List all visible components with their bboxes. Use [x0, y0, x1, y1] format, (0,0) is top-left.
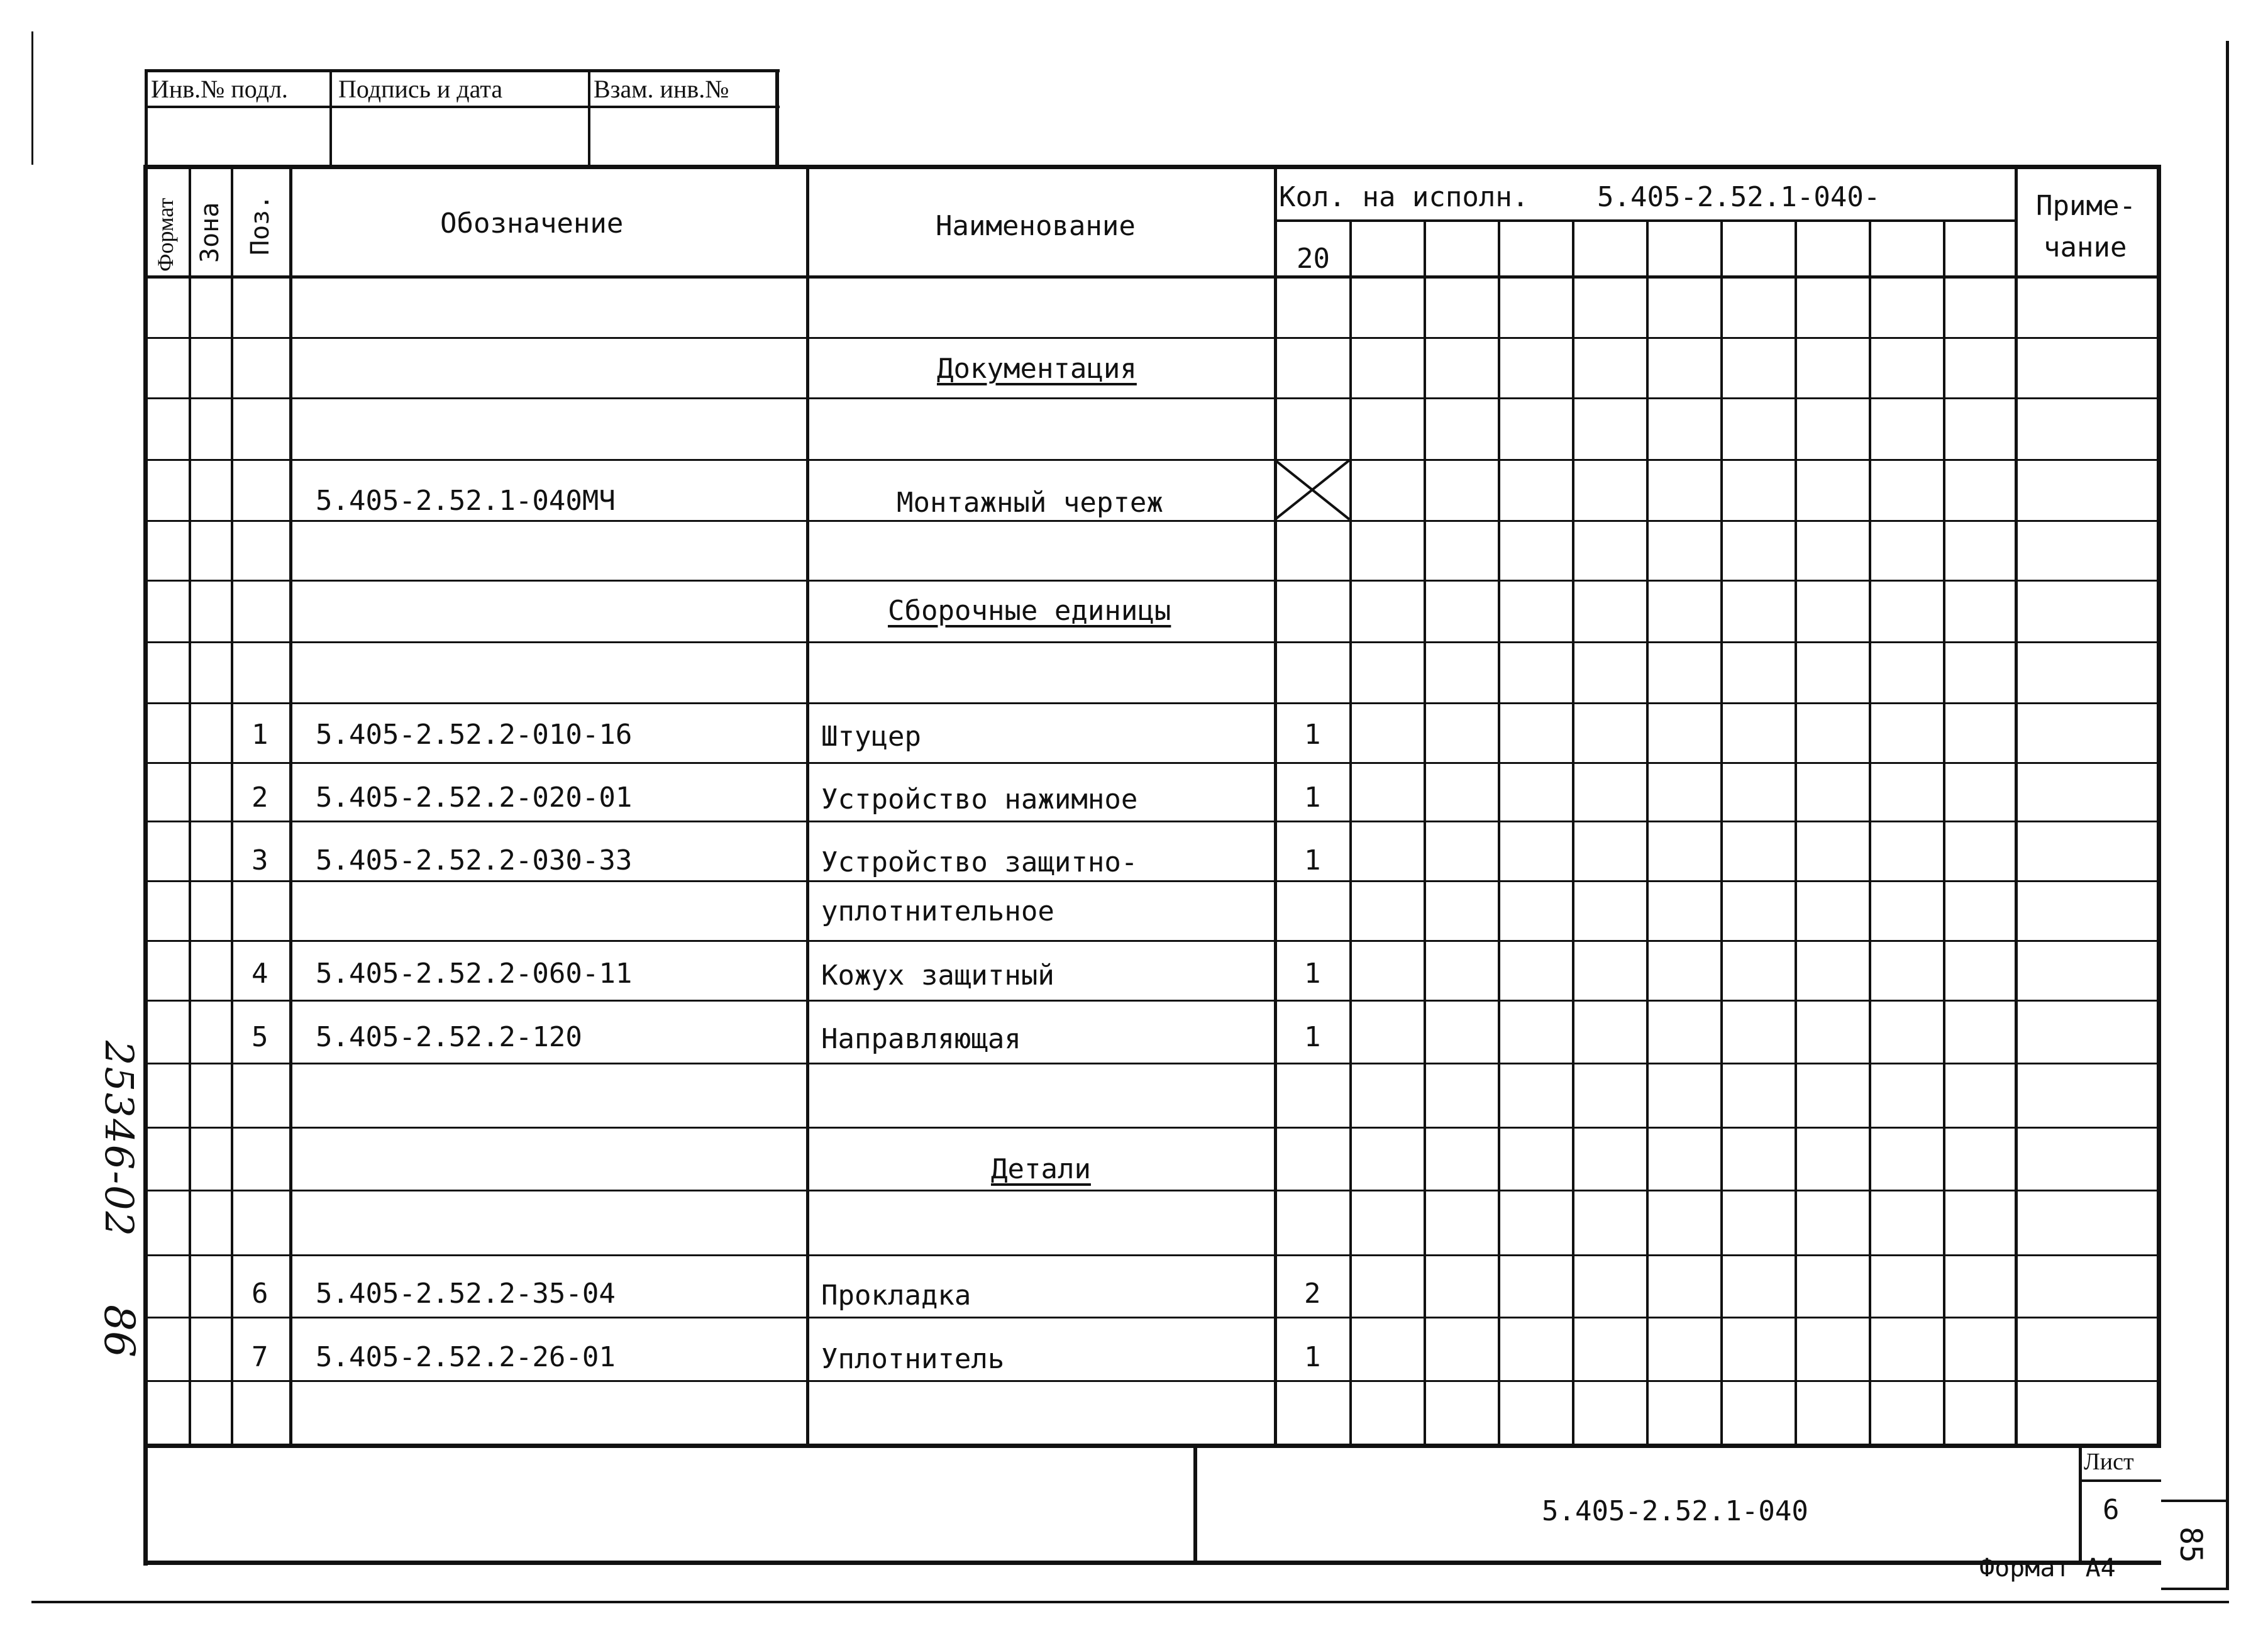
row-pos: 6	[252, 1278, 268, 1310]
header-poz: Поз.	[246, 194, 275, 255]
row-pos: 1	[252, 719, 268, 751]
header-naimenovanie: Наименование	[936, 210, 1136, 242]
section-parts: Детали	[991, 1153, 1091, 1185]
section-documentation: Документация	[937, 353, 1137, 385]
header-primechanie-1: Приме-	[2036, 190, 2136, 222]
header-oboznachenie: Обозначение	[440, 207, 624, 240]
row-name-continuation: уплотнительное	[821, 895, 1054, 927]
row-qty: 1	[1304, 1341, 1321, 1373]
row-pos: 2	[252, 782, 268, 814]
sheet-label: Лист	[2084, 1449, 2134, 1475]
row-qty: 1	[1304, 844, 1321, 876]
doc-code: 5.405-2.52.1-040	[1542, 1495, 1808, 1527]
row-pos: 4	[252, 958, 268, 990]
row-name: Направляющая	[821, 1023, 1021, 1055]
doc-name: Монтажный чертеж	[897, 487, 1163, 519]
row-qty: 2	[1304, 1278, 1321, 1310]
row-designation: 5.405-2.52.2-010-16	[316, 719, 633, 751]
row-designation: 5.405-2.52.2-35-04	[316, 1278, 616, 1310]
header-kol-code: 5.405-2.52.1-040-	[1597, 181, 1881, 213]
crossed-cell	[1275, 460, 1352, 521]
header-format: Формат	[153, 197, 178, 272]
stamp-vzam-inv-label: Взам. инв.№	[594, 75, 729, 103]
margin-code: 25346-02	[96, 1041, 142, 1238]
row-pos: 5	[252, 1021, 268, 1053]
row-pos: 7	[252, 1341, 268, 1373]
format-label: Формат А4	[1979, 1554, 2116, 1583]
row-name: Штуцер	[821, 721, 921, 753]
row-designation: 5.405-2.52.2-060-11	[316, 958, 633, 990]
row-name: Устройство нажимное	[821, 783, 1138, 815]
header-primechanie-2: чание	[2044, 231, 2127, 263]
page-number: 85	[2173, 1527, 2208, 1563]
row-qty: 1	[1304, 719, 1321, 751]
row-designation: 5.405-2.52.2-020-01	[316, 782, 633, 814]
row-designation: 5.405-2.52.2-26-01	[316, 1341, 616, 1373]
stamp-inv-podl-label: Инв.№ подл.	[151, 75, 288, 103]
row-designation: 5.405-2.52.2-120	[316, 1021, 582, 1053]
row-name: Прокладка	[821, 1280, 971, 1312]
row-qty: 1	[1304, 782, 1321, 814]
header-variant: 20	[1297, 243, 1330, 275]
sheet-number: 6	[2103, 1494, 2120, 1526]
row-name: Кожух защитный	[821, 959, 1054, 992]
row-name: Устройство защитно-	[821, 846, 1138, 878]
header-zona: Зона	[196, 202, 224, 263]
row-qty: 1	[1304, 958, 1321, 990]
row-qty: 1	[1304, 1021, 1321, 1053]
row-name: Уплотнитель	[821, 1343, 1005, 1375]
margin-number: 86	[95, 1305, 143, 1357]
row-pos: 3	[252, 844, 268, 876]
stamp-podpis-data-label: Подпись и дата	[338, 75, 503, 103]
row-designation: 5.405-2.52.2-030-33	[316, 844, 633, 876]
header-kol-label: Кол. на исполн.	[1279, 181, 1529, 213]
doc-designation: 5.405-2.52.1-040МЧ	[316, 485, 616, 517]
section-assembly-units: Сборочные единицы	[888, 595, 1171, 627]
